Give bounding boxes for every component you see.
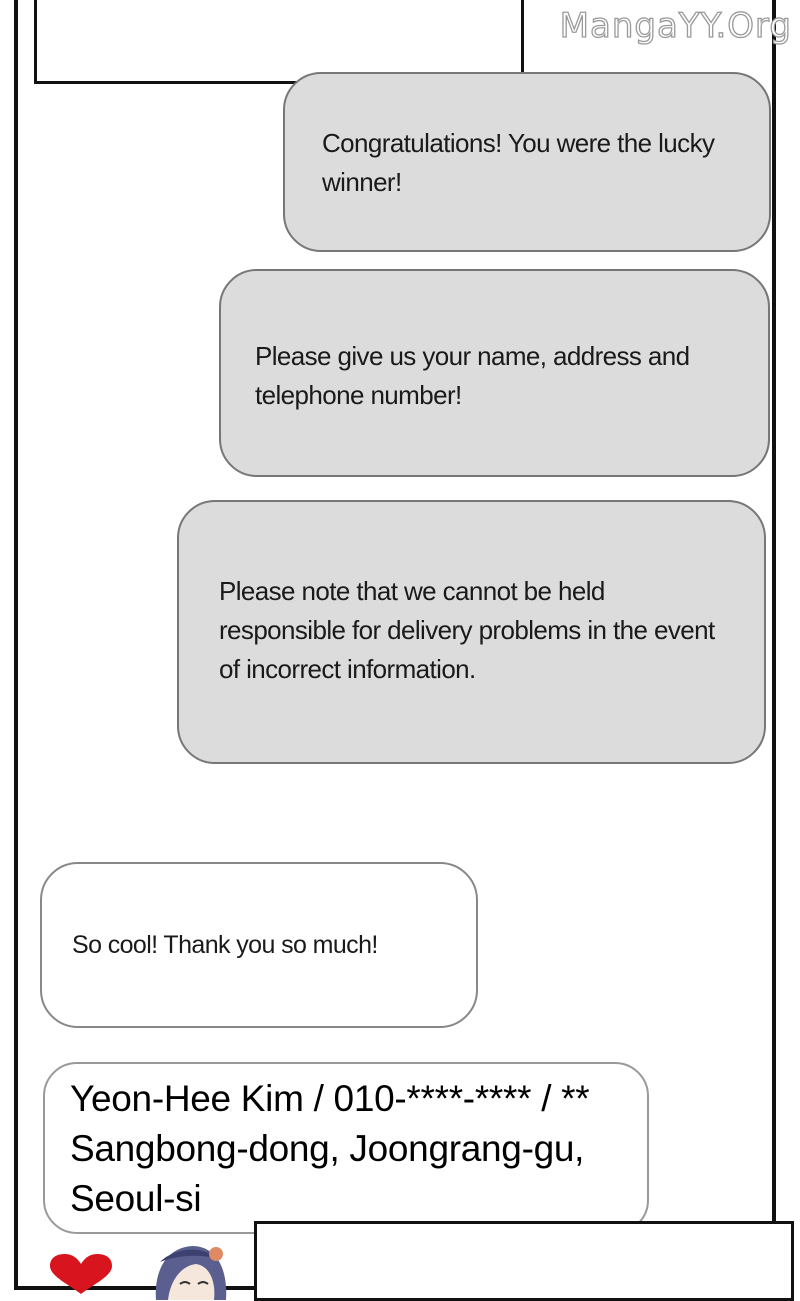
message-text: Please note that we cannot be held responsible for delivery problems in the event of incorrect information. (219, 576, 715, 684)
message-bubble-incoming (283, 72, 771, 252)
message-bubble-incoming (219, 269, 770, 477)
message-text: So cool! Thank you so much! (72, 931, 378, 959)
message-bubble-incoming (177, 500, 766, 764)
watermark: MangaYY.Org (559, 6, 792, 46)
avatar (150, 1240, 230, 1300)
message-text: Yeon-Hee Kim / 010-****-**** / ** Sangbong-dong, Joongrang-gu, Seoul-si (70, 1078, 590, 1219)
message-text: Please give us your name, address and telephone number! (255, 341, 690, 410)
heart-icon (48, 1254, 114, 1294)
message-bubble-outgoing-address (43, 1062, 649, 1234)
message-bubble-outgoing (40, 862, 478, 1028)
message-text: Congratulations! You were the lucky winner! (322, 128, 715, 197)
bottom-panel-box (254, 1221, 794, 1301)
